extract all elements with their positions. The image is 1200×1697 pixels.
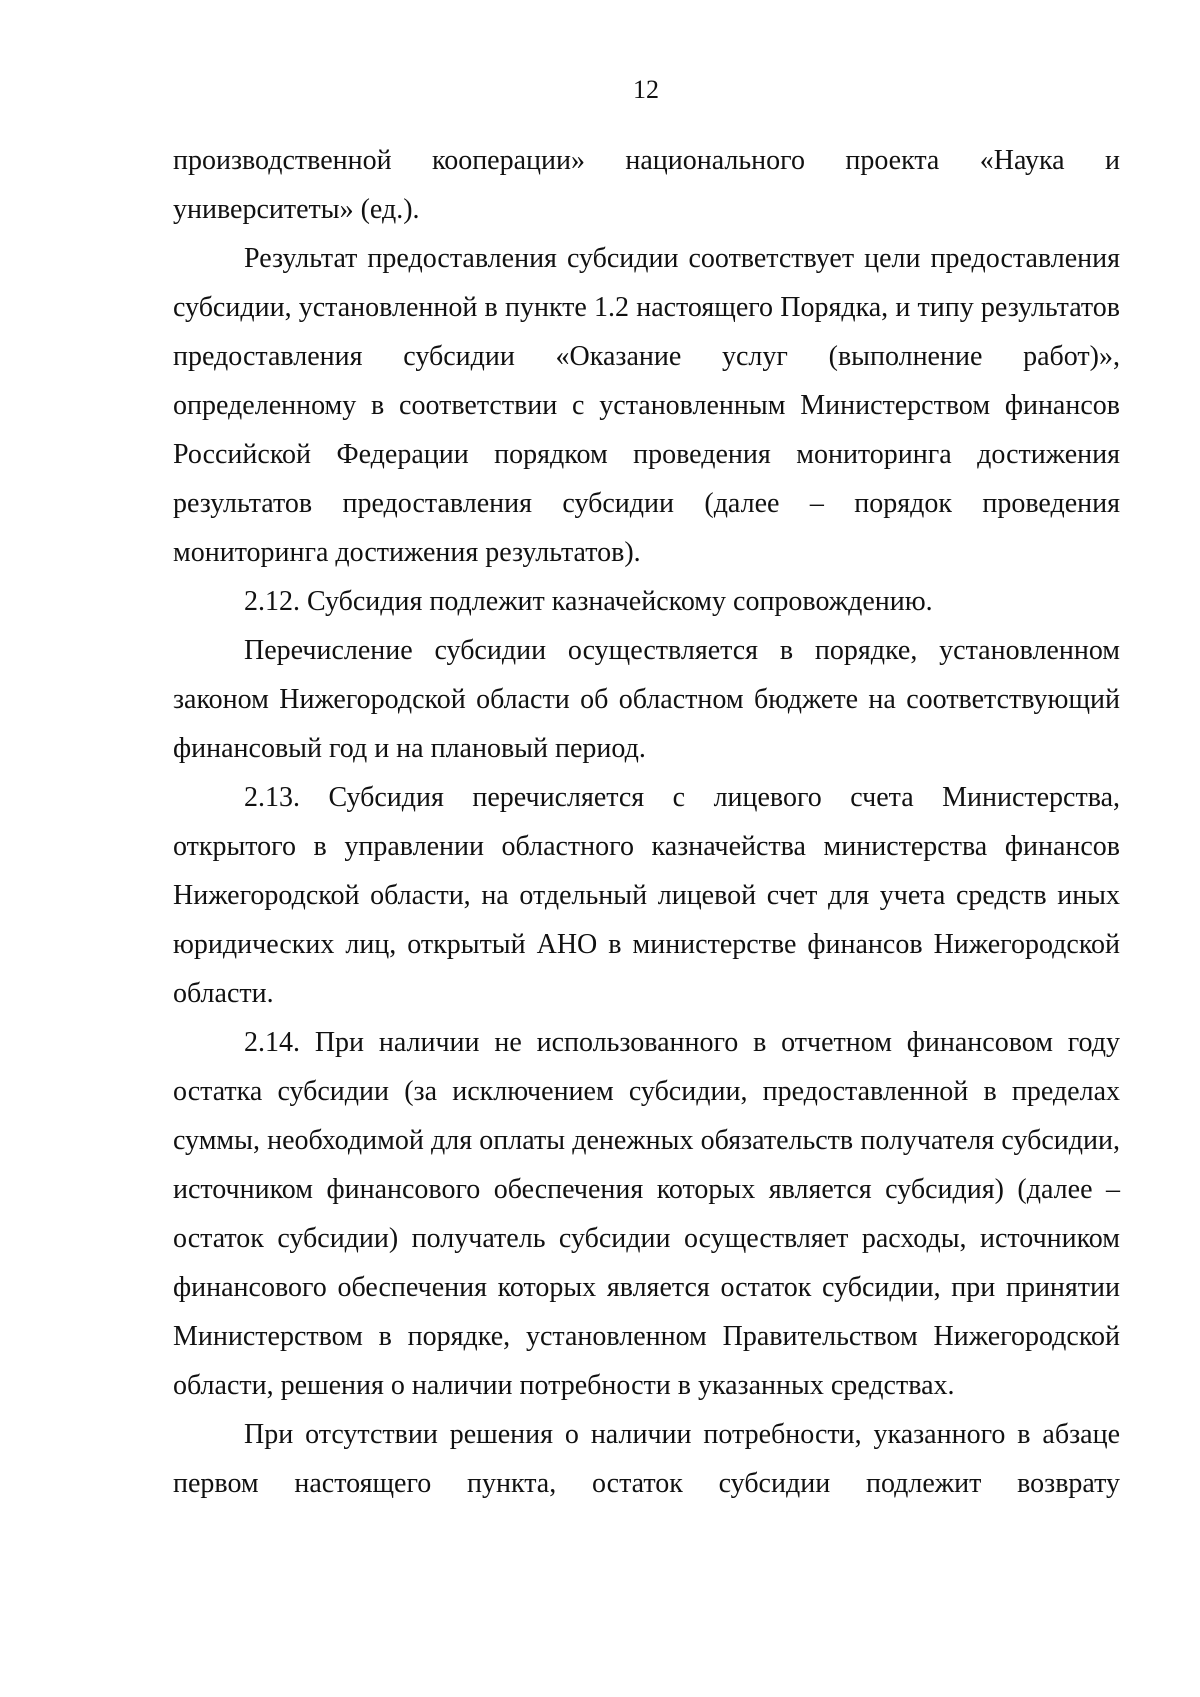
document-body: [173, 136, 1120, 1508]
paragraph-transfer: Перечисление субсидии осуществляется в порядке, установленном законом Нижегородской области об областном бюджете на соответствующий финансовый год и на плановый период.: [173, 635, 1120, 764]
paragraph-2-12: 2.12. Субсидия подлежит казначейскому сопровождению.: [244, 586, 933, 617]
paragraph-result: Результат предоставления субсидии соответствует цели предоставления субсидии, установленной в пункте 1.2 настоящего Порядка, и типу результатов предоставления субсидии «Оказание услуг (выполнение работ)», определенному в соответствии с установленным Министерством финансов Российской Федерации порядком проведения мониторинга достижения результатов предоставления субсидии (далее – порядок проведения мониторинга достижения результатов).: [173, 243, 1120, 568]
paragraph-continuation: производственной кооперации» национального проекта «Наука и университеты» (ед.).: [173, 145, 1120, 225]
paragraph-2-13: 2.13. Субсидия перечисляется с лицевого счета Министерства, открытого в управлении областного казначейства министерства финансов Нижегородской области, на отдельный лицевой счет для учета средств иных юридических лиц, открытый АНО в министерстве финансов Нижегородской области.: [173, 782, 1120, 1009]
paragraph-absence-of-decision: При отсутствии решения о наличии потребности, указанного в абзаце первом настоящего пункта, остаток субсидии подлежит возврату: [173, 1419, 1120, 1499]
paragraph-2-14: 2.14. При наличии не использованного в отчетном финансовом году остатка субсидии (за исключением субсидии, предоставленной в пределах суммы, необходимой для оплаты денежных обязательств получателя субсидии, источником финансового обеспечения которых является субсидия) (далее – остаток субсидии) получатель субсидии осуществляет расходы, источником финансового обеспечения которых является остаток субсидии, при принятии Министерством в порядке, установленном Правительством Нижегородской области, решения о наличии потребности в указанных средствах.: [173, 1027, 1120, 1401]
page-number: 12: [633, 75, 659, 104]
